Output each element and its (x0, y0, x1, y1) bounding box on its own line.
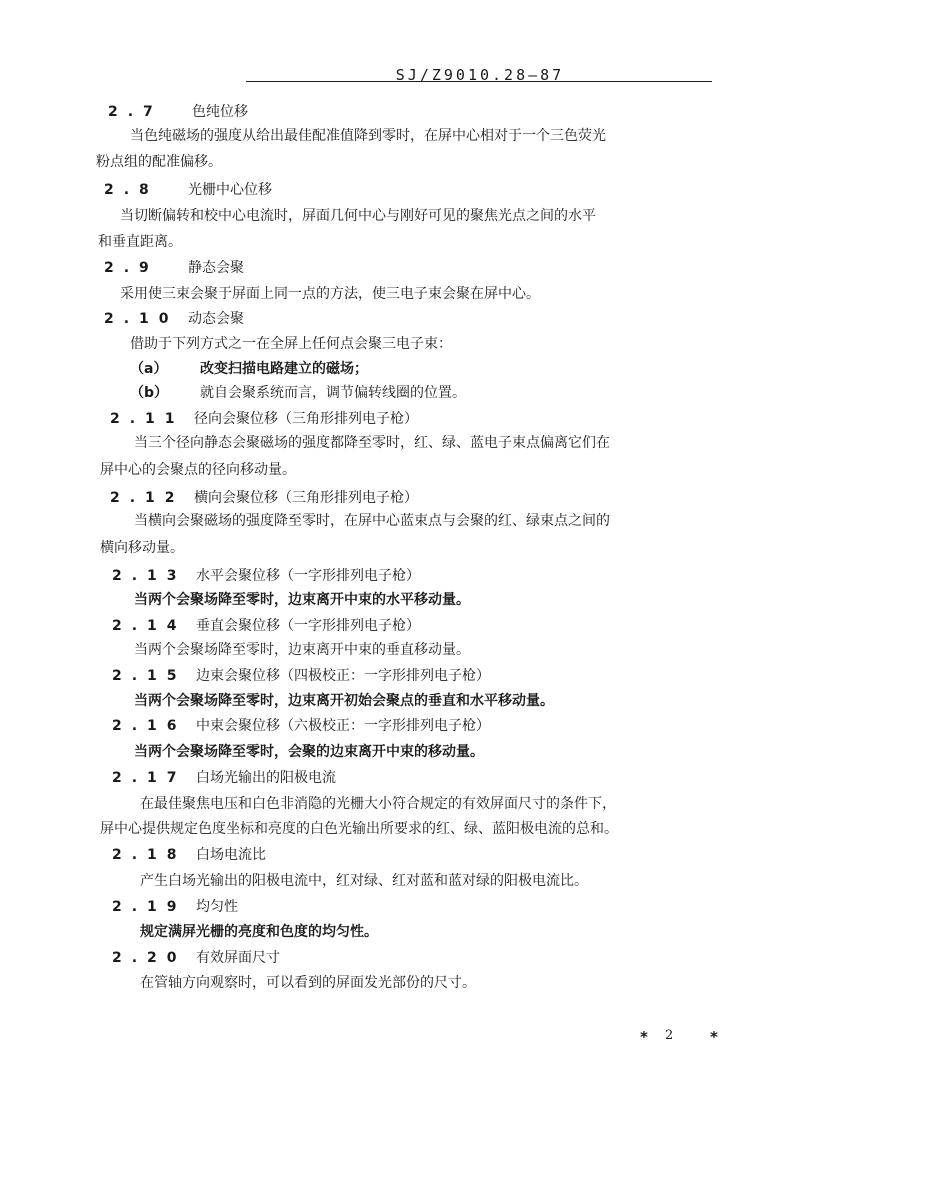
list-text: 就自会聚系统而言，调节偏转线圈的位置。 (200, 385, 466, 401)
paragraph-line: 在管轴方向观察时，可以看到的屏面发光部份的尺寸。 (140, 975, 476, 991)
section-heading-2-20 (112, 948, 280, 968)
paragraph-line: 采用使三束会聚于屏面上同一点的方法，使三电子束会聚在屏中心。 (120, 286, 540, 302)
paragraph-line: 当横向会聚磁场的强度降至零时，在屏中心蓝束点与会聚的红、绿束点之间的 (134, 513, 610, 529)
section-title: 垂直会聚位移（一字形排列电子枪） (196, 618, 420, 634)
paragraph-line: 借助于下列方式之一在全屏上任何点会聚三电子束： (130, 336, 452, 352)
section-title: 有效屏面尺寸 (196, 950, 280, 966)
list-text: 改变扫描电路建立的磁场； (200, 361, 368, 377)
document-code-header: SJ/Z9010.28—87 (395, 66, 565, 84)
list-item-b (130, 383, 466, 403)
paragraph-line: 当两个会聚场降至零时，边束离开初始会聚点的垂直和水平移动量。 (134, 693, 554, 709)
section-heading-2-10 (104, 309, 244, 329)
section-heading-2-11 (110, 409, 418, 429)
section-number: 2.9 (104, 260, 159, 276)
paragraph-line: 当两个会聚场降至零时，边束离开中束的水平移动量。 (134, 592, 470, 608)
section-heading-2-13 (112, 566, 420, 586)
page-number: 2 (665, 1028, 674, 1043)
paragraph-line: 当三个径向静态会聚磁场的强度都降至零时，红、绿、蓝电子束点偏离它们在 (134, 435, 610, 451)
section-title: 色纯位移 (192, 104, 248, 120)
paragraph-line: 产生白场光输出的阳极电流中，红对绿、红对蓝和蓝对绿的阳极电流比。 (140, 873, 588, 889)
section-title: 白场光输出的阳极电流 (196, 770, 336, 786)
section-heading-2-16 (112, 716, 490, 736)
section-title: 径向会聚位移（三角形排列电子枪） (194, 411, 418, 427)
section-heading-2-14 (112, 616, 420, 636)
header-rule (246, 81, 712, 82)
paragraph-line: 横向移动量。 (100, 540, 184, 556)
footer-star-left: * (640, 1028, 648, 1046)
list-label: （b） (130, 385, 169, 401)
footer-star-right: * (710, 1028, 718, 1046)
section-number: 2.7 (108, 104, 163, 120)
section-title: 水平会聚位移（一字形排列电子枪） (196, 568, 420, 584)
section-title: 横向会聚位移（三角形排列电子枪） (194, 490, 418, 506)
paragraph-line: 粉点组的配准偏移。 (96, 154, 222, 170)
paragraph-line: 规定满屏光栅的亮度和色度的均匀性。 (140, 924, 378, 940)
section-title: 光栅中心位移 (188, 182, 272, 198)
paragraph-line: 和垂直距离。 (98, 234, 182, 250)
section-number: 2.13 (112, 568, 187, 584)
list-item-a (130, 359, 368, 379)
section-heading-2-17 (112, 768, 336, 788)
section-heading-2-19 (112, 897, 238, 917)
paragraph-line: 在最佳聚焦电压和白色非消隐的光栅大小符合规定的有效屏面尺寸的条件下， (140, 796, 616, 812)
section-heading-2-18 (112, 845, 266, 865)
paragraph-line: 屏中心提供规定色度坐标和亮度的白色光输出所要求的红、绿、蓝阳极电流的总和。 (100, 821, 618, 837)
paragraph-line: 屏中心的会聚点的径向移动量。 (100, 462, 296, 478)
section-title: 中束会聚位移（六极校正：一字形排列电子枪） (196, 718, 490, 734)
section-number: 2.17 (112, 770, 187, 786)
section-heading-2-15 (112, 666, 490, 686)
section-title: 白场电流比 (196, 847, 266, 863)
paragraph-line: 当色纯磁场的强度从给出最佳配准值降到零时，在屏中心相对于一个三色荧光 (130, 128, 606, 144)
section-heading-2-7 (108, 102, 248, 122)
section-number: 2.19 (112, 899, 187, 915)
list-label: （a） (130, 361, 168, 377)
section-number: 2.14 (112, 618, 187, 634)
paragraph-line: 当两个会聚场降至零时，会聚的边束离开中束的移动量。 (134, 744, 484, 760)
section-title: 静态会聚 (188, 260, 244, 276)
section-number: 2.15 (112, 668, 187, 684)
section-number: 2.8 (104, 182, 159, 198)
section-title: 边束会聚位移（四极校正：一字形排列电子枪） (196, 668, 490, 684)
paragraph-line: 当两个会聚场降至零时，边束离开中束的垂直移动量。 (134, 642, 470, 658)
paragraph-line: 当切断偏转和校中心电流时，屏面几何中心与刚好可见的聚焦光点之间的水平 (120, 208, 596, 224)
section-heading-2-8 (104, 180, 272, 200)
section-heading-2-12 (110, 488, 418, 508)
section-title: 动态会聚 (188, 311, 244, 327)
section-heading-2-9 (104, 258, 244, 278)
section-title: 均匀性 (196, 899, 238, 915)
section-number: 2.10 (104, 311, 179, 327)
section-number: 2.20 (112, 950, 187, 966)
section-number: 2.16 (112, 718, 187, 734)
section-number: 2.11 (110, 411, 185, 427)
section-number: 2.18 (112, 847, 187, 863)
section-number: 2.12 (110, 490, 185, 506)
